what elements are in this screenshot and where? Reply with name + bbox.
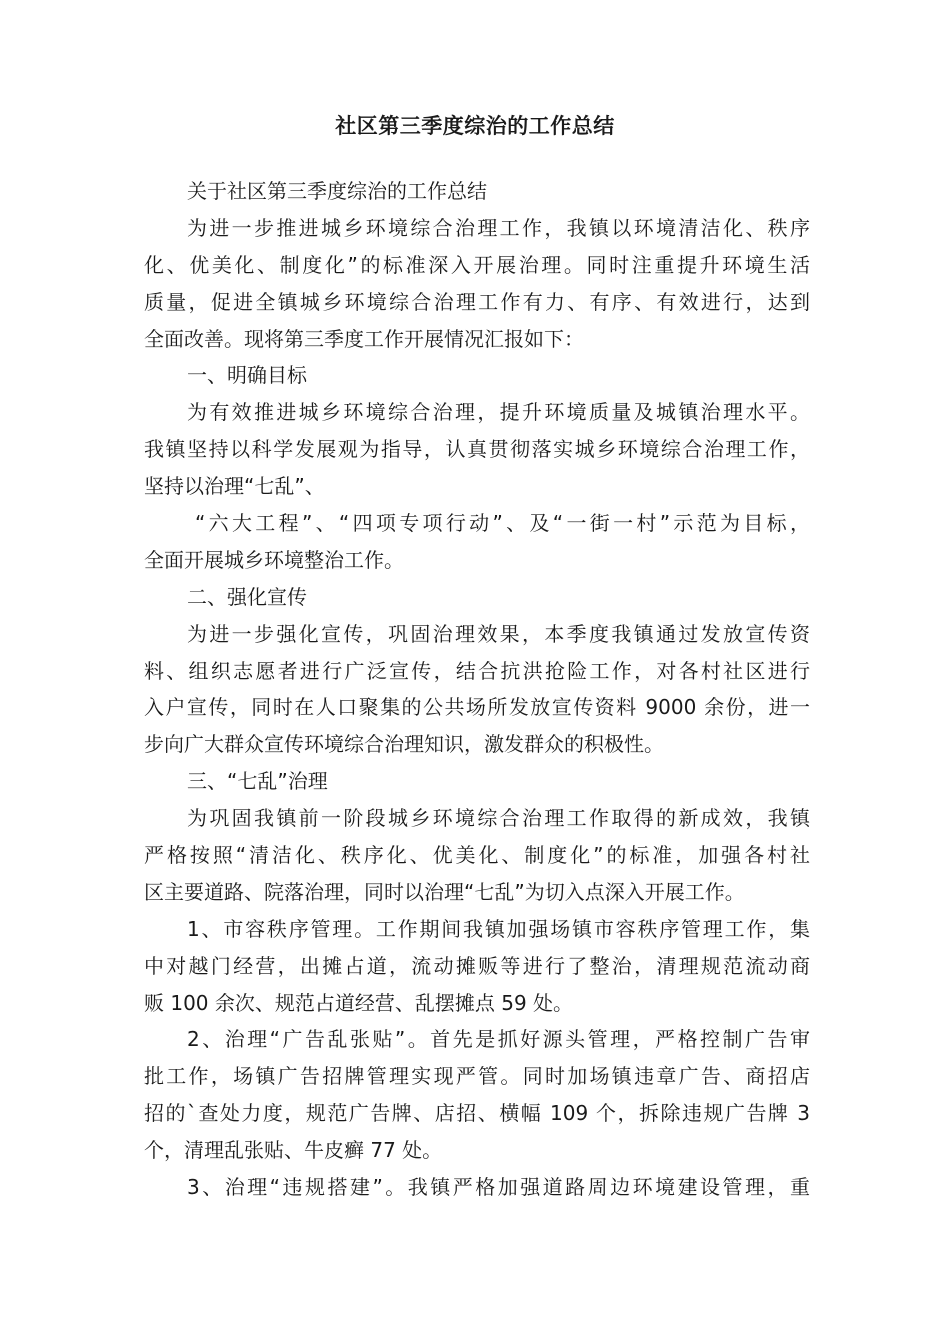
paragraph xyxy=(144,763,810,800)
paragraph-line: 二、强化宣传 xyxy=(187,584,307,609)
paragraph xyxy=(144,1021,810,1169)
paragraph-line: 为巩固我镇前一阶段城乡环境综合治理工作取得的新成效，我镇 xyxy=(187,806,810,831)
paragraph xyxy=(144,579,810,616)
paragraph-line: 批工作，场镇广告招牌管理实现严管。同时加场镇违章广告、商招店 xyxy=(144,1064,810,1089)
paragraph-line: 3、治理“违规搭建”。我镇严格加强道路周边环境建设管理，重 xyxy=(187,1175,810,1200)
paragraph xyxy=(144,210,810,358)
paragraph-line: 为进一步推进城乡环境综合治理工作，我镇以环境清洁化、秩序 xyxy=(187,215,810,240)
document-body xyxy=(144,173,810,1206)
paragraph-line: 全面开展城乡环境整治工作。 xyxy=(144,547,404,572)
paragraph-line: “六大工程”、“四项专项行动”、及“一街一村”示范为目标， xyxy=(195,511,810,536)
paragraph-line: 坚持以治理“七乱”、 xyxy=(144,474,325,499)
paragraph-line: 严格按照“清洁化、秩序化、优美化、制度化”的标准，加强各村社 xyxy=(144,843,810,868)
paragraph xyxy=(144,357,810,394)
paragraph xyxy=(144,505,810,579)
paragraph-line: 招的`查处力度，规范广告牌、店招、横幅 109 个，拆除违规广告牌 3 xyxy=(144,1101,810,1126)
paragraph xyxy=(144,1169,810,1206)
paragraph xyxy=(144,173,810,210)
paragraph-line: 三、“七乱”治理 xyxy=(187,769,328,794)
paragraph-line: 个，清理乱张贴、牛皮癣 77 处。 xyxy=(144,1138,443,1163)
paragraph xyxy=(144,911,810,1022)
paragraph-line: 贩 100 余次、规范占道经营、乱摆摊点 59 处。 xyxy=(144,990,574,1015)
paragraph-line: 为有效推进城乡环境综合治理，提升环境质量及城镇治理水平。 xyxy=(187,400,810,425)
paragraph-line: 1、市容秩序管理。工作期间我镇加强场镇市容秩序管理工作，集 xyxy=(187,916,810,941)
paragraph-line: 全面改善。现将第三季度工作开展情况汇报如下： xyxy=(144,326,584,351)
paragraph-line: 步向广大群众宣传环境综合治理知识，激发群众的积极性。 xyxy=(144,732,664,757)
paragraph xyxy=(144,394,810,505)
paragraph-line: 质量，促进全镇城乡环境综合治理工作有力、有序、有效进行，达到 xyxy=(144,289,810,314)
paragraph-line: 2、治理“广告乱张贴”。首先是抓好源头管理，严格控制广告审 xyxy=(187,1027,810,1052)
paragraph-line: 关于社区第三季度综治的工作总结 xyxy=(187,179,487,203)
paragraph-line: 一、明确目标 xyxy=(187,363,307,388)
paragraph-line: 我镇坚持以科学发展观为指导，认真贯彻落实城乡环境综合治理工作， xyxy=(144,437,810,462)
document-title: 社区第三季度综治的工作总结 xyxy=(335,114,615,138)
paragraph-line: 入户宣传，同时在人口聚集的公共场所发放宣传资料 9000 余份，进一 xyxy=(144,695,810,720)
paragraph-line: 料、组织志愿者进行广泛宣传，结合抗洪抢险工作，对各村社区进行 xyxy=(144,658,810,683)
paragraph-line: 中对越门经营，出摊占道，流动摊贩等进行了整治，清理规范流动商 xyxy=(144,953,810,978)
paragraph xyxy=(144,800,810,911)
paragraph-line: 为进一步强化宣传，巩固治理效果，本季度我镇通过发放宣传资 xyxy=(187,621,810,646)
paragraph-line: 化、优美化、制度化”的标准深入开展治理。同时注重提升环境生活 xyxy=(144,252,810,277)
paragraph-line: 区主要道路、院落治理，同时以治理“七乱”为切入点深入开展工作。 xyxy=(144,879,745,904)
paragraph xyxy=(144,616,810,764)
